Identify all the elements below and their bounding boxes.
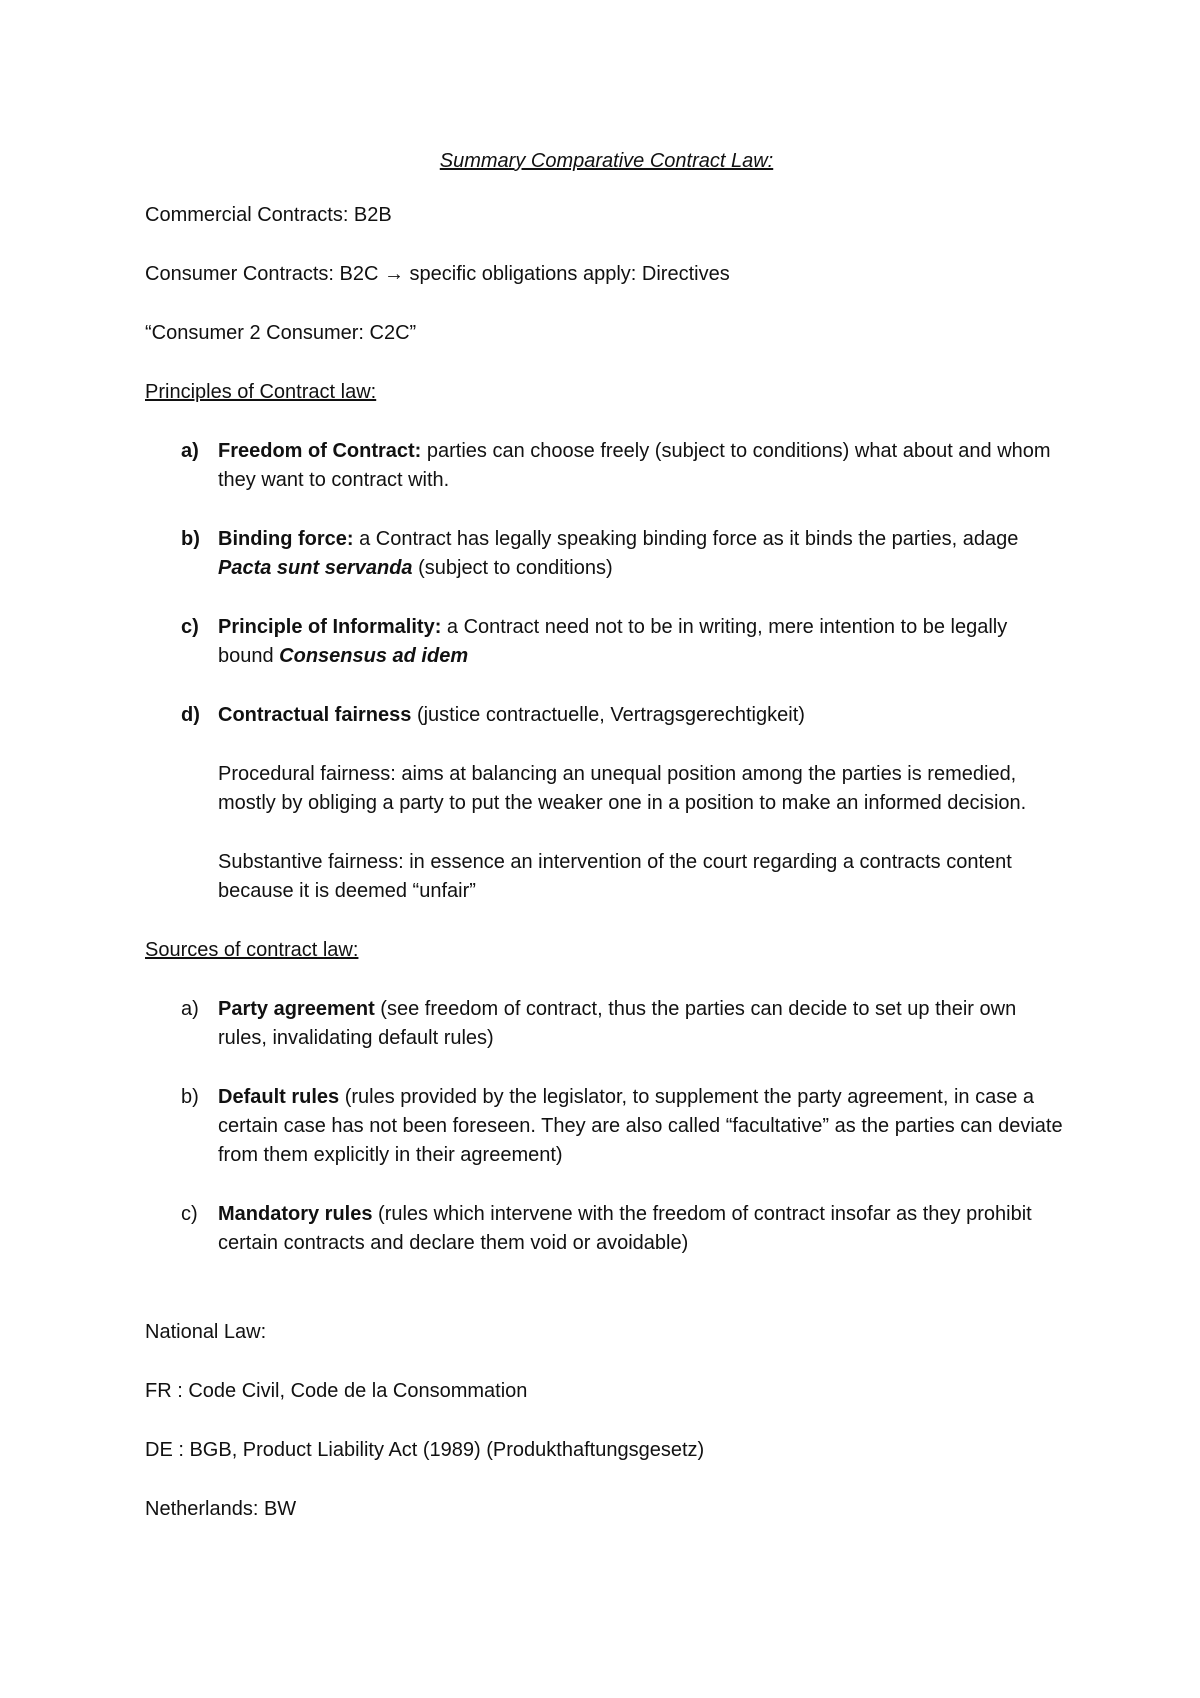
list-marker: a) (181, 998, 199, 1020)
document-title: Summary Comparative Contract Law: (439, 150, 774, 172)
list-text: a Contract need not to be in writing, mere intention to be legally bound (218, 616, 1008, 667)
list-item (145, 1200, 1068, 1258)
list-text: (rules provided by the legislator, to supplement the party agreement, in case a certain case has not been foreseen. They are also called “facultative” as the parties can deviate from them explicitly in their agreement) (218, 1086, 1063, 1166)
national-law-nl: Netherlands: BW (145, 1498, 297, 1520)
list-marker: d) (181, 704, 200, 726)
list-item (145, 701, 1068, 730)
list-term: Principle of Informality: (218, 616, 442, 638)
list-item (145, 1083, 1068, 1170)
list-item (145, 437, 1068, 495)
list-term: Default rules (218, 1086, 340, 1108)
national-law-de: DE : BGB, Product Liability Act (1989) (Produkthaftungsgesetz) (145, 1439, 705, 1461)
list-term: Mandatory rules (218, 1203, 373, 1225)
commercial-contracts-line: Commercial Contracts: B2B (145, 204, 392, 226)
list-text: (rules which intervene with the freedom of contract insofar as they prohibit certain contracts and declare them void or avoidable) (218, 1203, 1032, 1254)
consumer-contracts-text: Consumer Contracts: B2C (145, 263, 384, 285)
sources-list (145, 995, 1068, 1258)
list-text-continued: (subject to conditions) (412, 557, 613, 579)
list-text: a Contract has legally speaking binding force as it binds the parties, adage (353, 528, 1019, 550)
consumer-obligations-text: specific obligations apply: Directives (403, 263, 730, 285)
principles-heading: Principles of Contract law: (145, 381, 377, 403)
substantive-fairness-paragraph: Substantive fairness: in essence an intervention of the court regarding a contracts content because it is deemed “unfair” (218, 851, 1012, 902)
list-text: parties can choose freely (subject to conditions) what about and whom they want to contract with. (218, 440, 1051, 491)
list-marker: c) (181, 1203, 198, 1225)
list-term: Binding force: (218, 528, 354, 550)
arrow-right-icon: → (383, 263, 404, 285)
list-item (145, 995, 1068, 1053)
national-law-heading: National Law: (145, 1321, 267, 1343)
list-item (145, 613, 1068, 671)
list-item (145, 525, 1068, 583)
list-marker: a) (181, 440, 199, 462)
list-text: (see freedom of contract, thus the parties can decide to set up their own rules, invalidating default rules) (218, 998, 1017, 1049)
c2c-line: “Consumer 2 Consumer: C2C” (145, 322, 417, 344)
consumer-contracts-line (145, 260, 1068, 289)
spacer (145, 1288, 1068, 1318)
list-marker: c) (181, 616, 199, 638)
latin-term: Pacta sunt servanda (218, 557, 413, 579)
list-marker: b) (181, 1086, 199, 1108)
list-term: Freedom of Contract: (218, 440, 422, 462)
national-law-fr: FR : Code Civil, Code de la Consommation (145, 1380, 528, 1402)
list-marker: b) (181, 528, 200, 550)
latin-term: Consensus ad idem (279, 645, 469, 667)
sources-heading: Sources of contract law: (145, 939, 359, 961)
list-text: (justice contractuelle, Vertragsgerechtigkeit) (411, 704, 805, 726)
list-term: Contractual fairness (218, 704, 412, 726)
list-term: Party agreement (218, 998, 375, 1020)
principles-list (145, 437, 1068, 730)
procedural-fairness-paragraph: Procedural fairness: aims at balancing an unequal position among the parties is remedied, mostly by obliging a party to put the weaker one in a position to make an informed decision. (218, 763, 1027, 814)
